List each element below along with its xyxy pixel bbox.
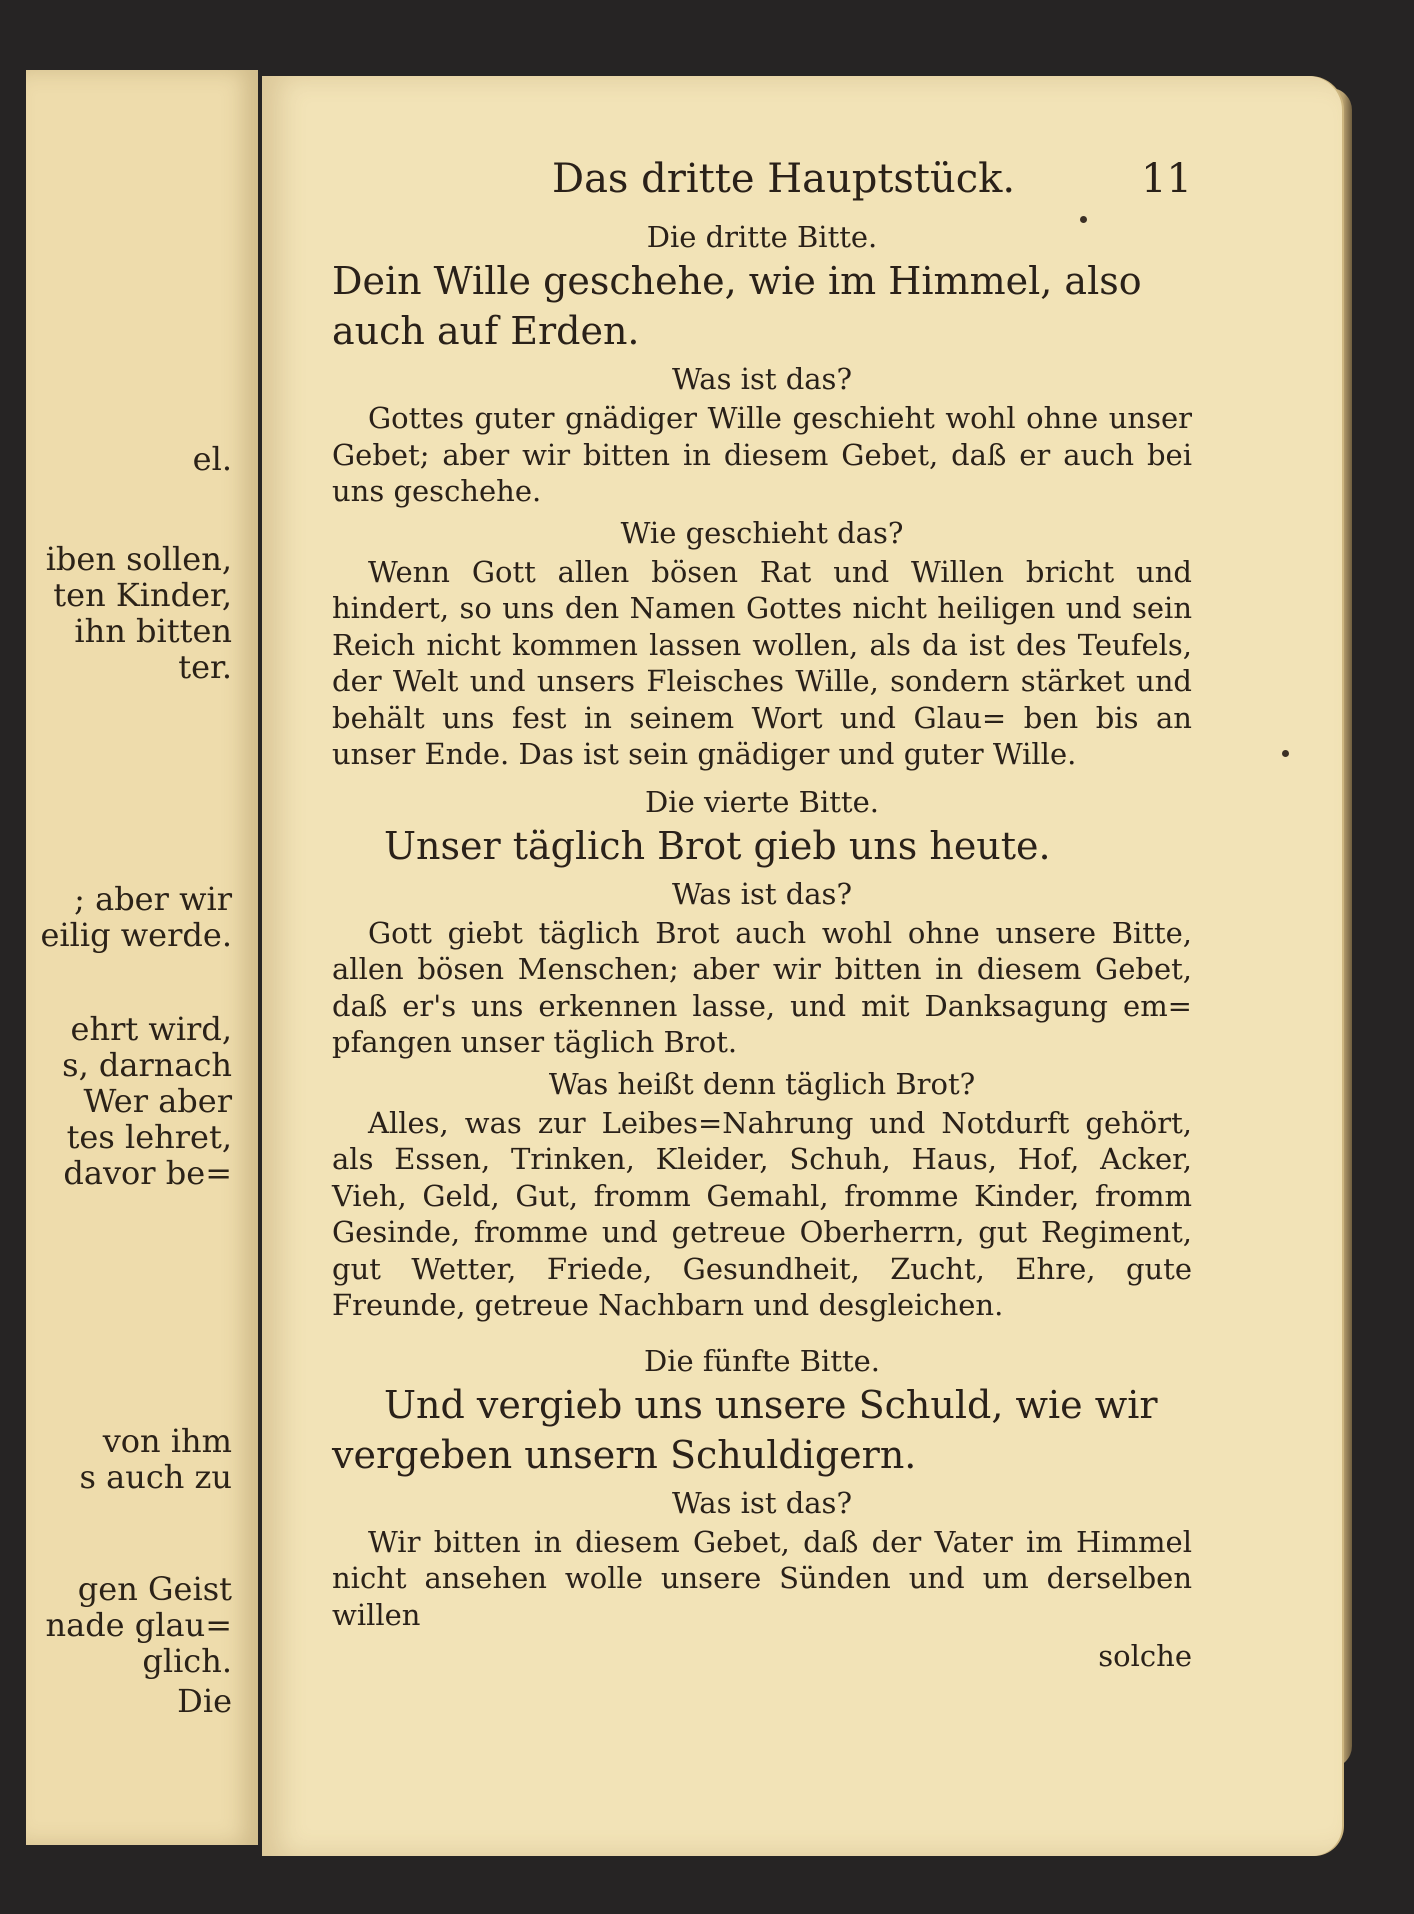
answer: Gott giebt täglich Brot auch wohl ohne unsere Bitte, allen bösen Menschen; aber wir bitten in diesem Gebet, daß er's uns erkennen lasse, und mit Danksagung em= pfangen unser täglich Brot.: [332, 915, 1192, 1059]
question: Was ist das?: [672, 1485, 852, 1520]
left-line: ihn bitten: [74, 612, 232, 650]
question: Wie geschieht das?: [620, 515, 904, 550]
left-line: s auch zu: [79, 1458, 232, 1496]
section-fifth-petition: [332, 1344, 1192, 1634]
left-line: ter.: [178, 648, 232, 686]
page-content: [332, 156, 1192, 1673]
question: Was heißt denn täglich Brot?: [548, 1066, 976, 1101]
running-header: [332, 156, 1192, 202]
right-page: [262, 76, 1342, 1856]
left-line: tes lehret,: [66, 1118, 232, 1156]
left-line: ; aber wir: [74, 880, 232, 918]
chapter-title: Das dritte Hauptstück.: [552, 156, 1016, 202]
prayer-text: Und vergieb uns unsere Schuld, wie wir vergeben unsern Schuldigern.: [332, 1382, 1158, 1477]
left-line: s, darnach: [62, 1046, 232, 1084]
answer: Wenn Gott allen bösen Rat und Willen bricht und hindert, so uns den Namen Gottes nicht heiligen und sein Reich nicht kommen lassen wollen, als da ist des Teufels, der Welt und unsers Fleisches Wille, sondern stärket und behält uns fest in seinem Wort und Glau= ben bis an unser Ende. Das ist sein gnädiger und guter Wille.: [332, 554, 1192, 771]
catchword: solche: [1098, 1639, 1192, 1673]
left-line: ehrt wird,: [70, 1010, 232, 1048]
left-line: ten Kinder,: [53, 576, 232, 614]
left-page: [26, 70, 258, 1845]
left-line: nade glau=: [45, 1606, 232, 1644]
petition-heading: Die vierte Bitte.: [645, 784, 879, 819]
answer: Alles, was zur Leibes=Nahrung und Notdurft gehört, als Essen, Trinken, Kleider, Schuh, Haus, Hof, Acker, Vieh, Geld, Gut, fromm Gemahl, fromme Kinder, fromm Gesinde, fromme und getreue Oberherrn, gut Regiment, gut Wetter, Friede, Gesundheit, Zucht, Ehre, gute Freunde, getreue Nachbarn und desgleichen.: [332, 1105, 1192, 1322]
answer: Gottes guter gnädiger Wille geschieht wohl ohne unser Gebet; aber wir bitten in diesem Gebet, daß er auch bei uns geschehe.: [332, 401, 1192, 508]
left-line: Wer aber: [83, 1082, 232, 1120]
left-line: glich.: [142, 1642, 232, 1680]
left-line: el.: [192, 440, 232, 478]
question: Was ist das?: [672, 876, 852, 911]
left-line: Die: [177, 1682, 232, 1720]
section-third-petition: [332, 220, 1192, 773]
left-line: gen Geist: [77, 1570, 232, 1608]
left-line: iben sollen,: [45, 540, 232, 578]
prayer-text: Dein Wille geschehe, wie im Himmel, also auch auf Erden.: [332, 259, 1142, 353]
left-line: eilig werde.: [40, 916, 232, 954]
left-line: von ihm: [102, 1422, 232, 1460]
answer: Wir bitten in diesem Gebet, daß der Vater im Himmel nicht ansehen wolle unsere Sünden und um derselben willen: [332, 1524, 1192, 1632]
petition-heading: Die dritte Bitte.: [646, 220, 878, 254]
ink-dot: [1282, 750, 1289, 757]
section-fourth-petition: [332, 785, 1192, 1324]
prayer-text: Unser täglich Brot gieb uns heute.: [384, 823, 1051, 868]
petition-heading: Die fünfte Bitte.: [643, 1343, 881, 1378]
page-number: 11: [1141, 156, 1192, 202]
question: Was ist das?: [672, 362, 852, 396]
left-line: davor be=: [63, 1154, 232, 1192]
